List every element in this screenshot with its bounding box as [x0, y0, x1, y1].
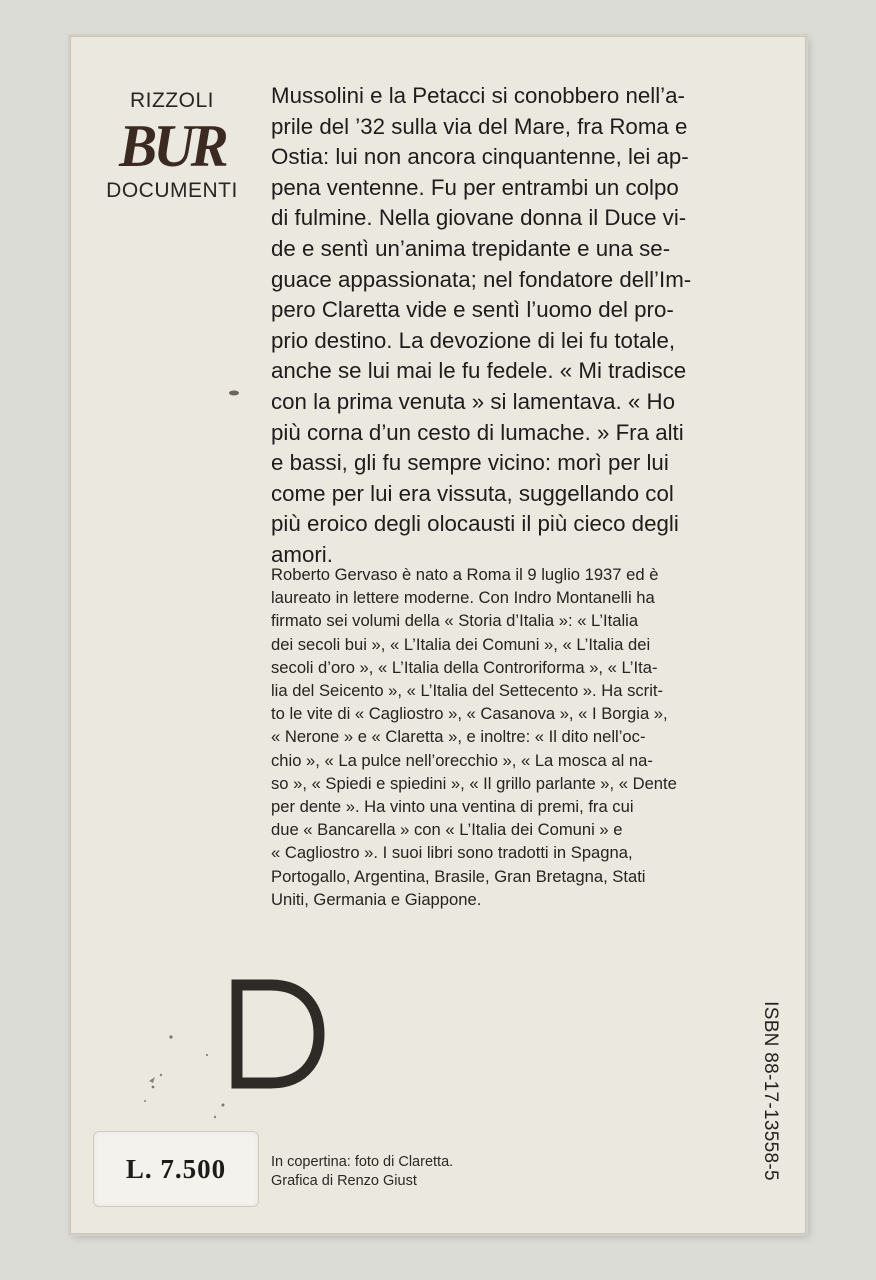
bio-line: Roberto Gervaso è nato a Roma il 9 luglio 1937 ed è — [271, 565, 659, 584]
author-bio — [271, 563, 791, 911]
blurb-line: prio destino. La devozione di lei fu totale, — [271, 327, 676, 353]
blurb-line: pena ventenne. Fu per entrambi un colpo — [271, 174, 679, 200]
bio-line: « Nerone » e « Claretta », e inoltre: « Il dito nell’oc- — [271, 727, 646, 747]
bur-logo-mark: BUR — [119, 113, 225, 179]
book-back-cover — [70, 36, 806, 1234]
blurb-line: più corna d’un cesto di lumache. » Fra alti — [271, 419, 684, 445]
bio-line: lia del Seicento », « L’Italia del Settecento ». Ha scrit- — [271, 681, 664, 701]
blurb-line: con la prima venuta » si lamentava. « Ho — [271, 388, 676, 414]
bio-line: to le vite di « Cagliostro », « Casanova », « I Borgia », — [271, 704, 668, 724]
blurb-line: come per lui era vissuta, suggellando col — [271, 480, 674, 506]
cover-photo-credit: In copertina: foto di Claretta. — [271, 1154, 454, 1170]
bio-line: dei secoli bui », « L’Italia dei Comuni », « L’Italia dei — [271, 634, 651, 654]
bio-line: secoli d’oro », « L’Italia della Controriforma », « L’Ita- — [271, 657, 658, 677]
isbn-number: ISBN 88-17-13558-5 — [760, 1001, 781, 1181]
series-letter-text: D — [277, 1045, 278, 1046]
ink-speck-icon — [227, 389, 241, 397]
publisher-name: RIZZOLI — [129, 89, 214, 112]
wear-marks-icon — [131, 1017, 251, 1137]
price-label: L. 7.500 — [125, 1153, 227, 1184]
blurb-line: prile del ’32 sulla via del Mare, fra Roma e — [271, 113, 688, 139]
blurb-line: amori. — [271, 541, 333, 567]
blurb-line: guace appassionata; nel fondatore dell’Im- — [271, 266, 692, 292]
bio-line: Portogallo, Argentina, Brasile, Gran Bretagna, Stati — [271, 866, 646, 886]
bio-line: chio », « La pulce nell’orecchio », « La mosca al na- — [271, 750, 653, 770]
bio-line: « Cagliostro ». I suoi libri sono tradotti in Spagna, — [271, 843, 633, 863]
graphics-credit: Grafica di Renzo Giust — [271, 1173, 417, 1189]
blurb-line: pero Claretta vide e sentì l’uomo del pro- — [271, 297, 674, 323]
isbn-block — [755, 983, 785, 1199]
blurb-line: di fulmine. Nella giovane donna il Duce vi- — [271, 205, 687, 231]
cover-credits — [271, 1153, 453, 1191]
series-name: DOCUMENTI — [106, 179, 238, 202]
price-sticker — [93, 1131, 259, 1207]
blurb-line: Mussolini e la Petacci si conobbero nell’a- — [271, 83, 685, 108]
blurb-line: Ostia: lui non ancora cinquantenne, lei ap- — [271, 144, 689, 170]
publisher-logo — [93, 89, 251, 203]
bio-line: Uniti, Germania e Giappone. — [271, 889, 482, 909]
bio-line: per dente ». Ha vinto una ventina di premi, fra cui — [271, 797, 634, 817]
bio-line: due « Bancarella » con « L’Italia dei Comuni » e — [271, 820, 623, 840]
bio-line: laureato in lettere moderne. Con Indro Montanelli ha — [271, 588, 655, 608]
blurb-line: e bassi, gli fu sempre vicino: morì per lui — [271, 450, 669, 476]
blurb-line: de e sentì un’anima trepidante e una se- — [271, 235, 671, 261]
blurb-line: anche se lui mai le fu fedele. « Mi tradisce — [271, 358, 687, 384]
bio-line: so », « Spiedi e spiedini », « Il grillo parlante », « Dente — [271, 773, 677, 793]
blurb-line: più eroico degli olocausti il più cieco degli — [271, 511, 679, 537]
blurb-text — [271, 81, 791, 571]
bio-line: firmato sei volumi della « Storia d’Italia »: « L’Italia — [271, 611, 639, 631]
